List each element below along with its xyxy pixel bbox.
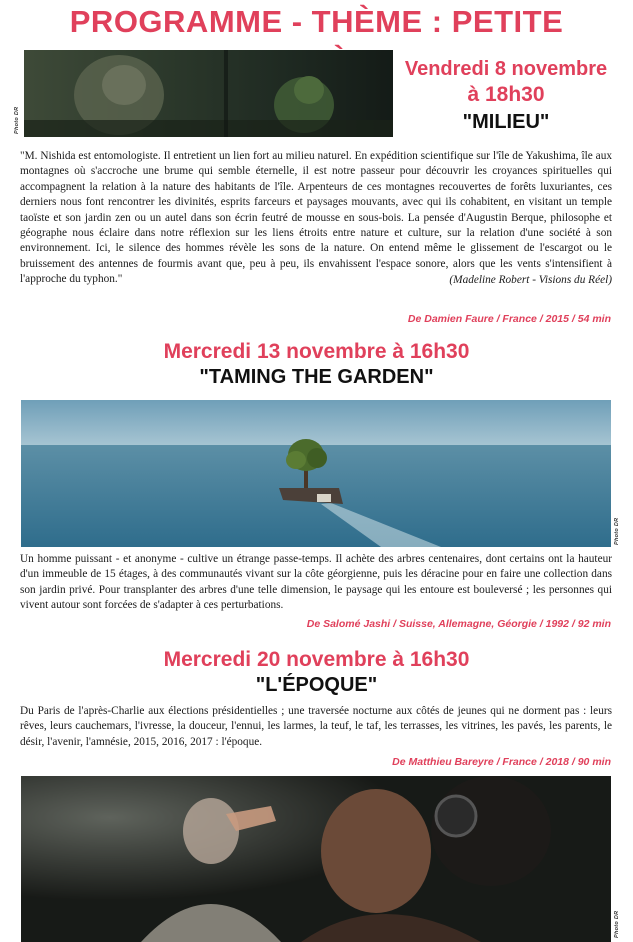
film-byline: De Damien Faure / France / 2015 / 54 min: [407, 313, 611, 325]
quote-source: (Madeline Robert - Visions du Réel): [449, 273, 612, 286]
tree-on-barge-image: [21, 400, 611, 547]
event-date: Vendredi 8 novembre: [404, 58, 608, 80]
event-header-taming: [0, 339, 633, 389]
night-party-image: [21, 776, 611, 942]
film-still-taming-the-garden: [21, 400, 611, 547]
event-time: à 18h30: [467, 83, 545, 106]
photo-credit: Photo DR: [614, 910, 620, 938]
event-header-milieu: [400, 56, 612, 134]
event-description: [20, 552, 612, 614]
page-title: PROGRAMME - THÈME : PETITE: [69, 4, 564, 39]
forest-statue-image: [24, 50, 393, 137]
event-description: [20, 149, 612, 288]
event-description: [20, 704, 612, 750]
film-byline: De Salomé Jashi / Suisse, Allemagne, Géorgie / 1992 / 92 min: [306, 618, 611, 630]
film-title: "TAMING THE GARDEN": [199, 366, 434, 388]
film-title: "MILIEU": [462, 111, 550, 133]
film-byline: De Matthieu Bareyre / France / 2018 / 90 min: [392, 756, 611, 768]
event-header-lepoque: [0, 647, 633, 697]
photo-credit: Photo DR: [14, 106, 20, 134]
photo-credit: Photo DR: [614, 517, 620, 545]
event-date: Mercredi 20 novembre à 16h30: [163, 648, 470, 671]
film-still-milieu: [24, 50, 393, 137]
film-title: "L'ÉPOQUE": [255, 674, 378, 696]
description-text: Un homme puissant - et anonyme - cultive un étrange passe-temps. Il achète des arbres centenaires, dont certains ont la hauteur d'un immeuble de 15 étages, à des communautés vivant sur la côte géorgienne, puis les déracine pour en faire une collection dans son jardin privé. Pour transplanter des arbres d'une telle dimension, le paysage qui les entoure est bouleversé ; les personnes qui vivent autour sont forcées de s'adapter à ces perturbations.: [20, 553, 612, 612]
film-still-lepoque: [21, 776, 611, 942]
description-text: Du Paris de l'après-Charlie aux élections présidentielles ; une traversée nocturne aux côtés de jeunes qui ne dorment pas : leurs rêves, leurs cauchemars, l'ivresse, la douceur, l'ennui, les larmes, la teuf, le taf, les terrasses, les vitrines, les pavés, les parents, le désir, l'avenir, l'amnésie, 2015, 2016, 2017 : l'époque.: [20, 705, 612, 748]
event-date: Mercredi 13 novembre à 16h30: [163, 340, 470, 363]
description-text: "M. Nishida est entomologiste. Il entretient un lien fort au milieu naturel. En expédition scientifique sur l'île de Yakushima, île aux montagnes où s'accroche une brume qui semble éternelle, il est notre passeur pour découvrir les croyances spirituelles qui accompagnent la relation à la nature des habitants de l'île. Arpenteurs de ces montagnes recouvertes de forêts luxuriantes, ces derniers nous font rencontrer les divinités, esprits farceurs et paysages mouvants, avec qui ils cohabitent, en visitant un temple taoïste et son jardin zen ou un autel dans son écrin feutré de mousse en sous-bois. La pensée d'Augustin Berque, philosophe et géographe nous éclaire dans notre réflexion sur les liens étroits entre nature et culture, sur la relation d'une société à son environnement. Ici, le silence des hommes révèle les sons de la nature. On entend même le glissement de l'escargot ou le bruissement des antennes de fourmis avant que, peu à peu, ils envahissent l'espace sonore, alors que les vents s'intensifient à l'approche du typhon.": [20, 150, 612, 286]
